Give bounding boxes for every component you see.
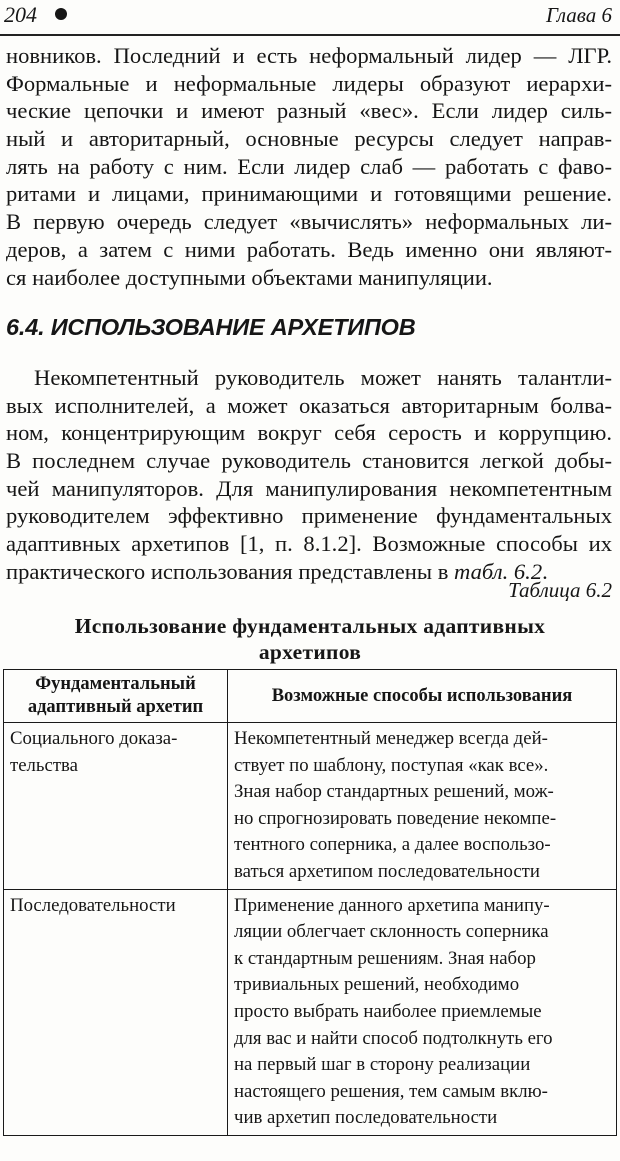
archetype-cell	[4, 889, 228, 1135]
header-rule	[0, 34, 620, 36]
cell-line: просто выбрать наиболее приемлемые	[234, 1000, 542, 1022]
table-row	[4, 723, 617, 890]
cell-line: Применение данного архетипа манипу-	[234, 894, 550, 916]
cell-line: ваться архетипом последовательности	[234, 860, 540, 882]
table-title-line: Использование фундаментальных адаптивных	[74, 614, 546, 638]
chapter-label: Глава 6	[546, 3, 612, 27]
cell-line: настоящего решения, тем самым вклю-	[234, 1080, 548, 1102]
cell-line: чив архетип последовательности	[234, 1107, 498, 1129]
cell-line: Последовательности	[10, 894, 176, 916]
text-line: ческие цепочки и имеют разный «вес». Если лидер силь-	[6, 98, 612, 124]
cell-line: тельства	[10, 754, 78, 776]
text-line: чей манипуляторов. Для манипулирования некомпетентным	[6, 475, 612, 501]
text-line: новников. Последний и есть неформальный лидер — ЛГР.	[6, 43, 612, 68]
section-heading: 6.4. ИСПОЛЬЗОВАНИЕ АРХЕТИПОВ	[6, 314, 416, 340]
text-line: ся наиболее доступными объектами манипуляции.	[6, 264, 493, 290]
text-line: Формальные и неформальные лидеры образуют иерархи-	[6, 70, 612, 96]
table-row	[4, 889, 617, 1135]
cell-line: ствует по шаблону, поступая «как все».	[234, 754, 549, 776]
text-line: ный и авторитарный, основные ресурсы следует направ-	[6, 126, 612, 152]
text-line: вых исполнителей, а может оказаться авторитарным болва-	[6, 392, 612, 418]
table-header-row	[4, 670, 617, 723]
cell-line: ляции облегчает склонность соперника	[234, 921, 549, 943]
text-line: ритами и лицами, принимающими и готовящими решение.	[6, 181, 612, 207]
text-line: лять на работу с ним. Если лидер слаб — работать с фаво-	[6, 153, 612, 179]
header-line: адаптивный архетип	[27, 697, 204, 717]
header-line: Фундаментальный	[35, 674, 196, 694]
bullet-icon	[55, 8, 67, 20]
table-title-line: архетипов	[258, 640, 362, 664]
cell-line: на первый шаг в сторону реализации	[234, 1054, 531, 1076]
table-title	[0, 613, 620, 665]
text-line: руководителем эффективно применение фундаментальных	[6, 503, 612, 529]
text-span: .	[542, 558, 548, 584]
text-line: ном, концентрирующим вокруг себя серость и коррупцию.	[6, 420, 612, 446]
table-reference: табл. 6.2	[454, 558, 543, 584]
page-number: 204	[4, 2, 37, 27]
cell-line: к стандартным решениям. Зная набор	[234, 947, 536, 969]
cell-line: для вас и найти способ подтолкнуть его	[234, 1027, 553, 1049]
cell-line: тентного соперника, а далее воспользо-	[234, 834, 551, 856]
text-line: Некомпетентный руководитель может нанять талантли-	[34, 365, 612, 390]
header-archetype	[4, 670, 228, 723]
cell-line: тривиальных решений, необходимо	[234, 974, 520, 996]
page-header	[0, 0, 620, 34]
header-usage: Возможные способы использования	[228, 670, 617, 723]
cell-line: Зная набор стандартных решений, мож-	[234, 781, 554, 803]
text-line: В последнем случае руководитель становится легкой добы-	[6, 448, 612, 474]
table-label: Таблица 6.2	[508, 578, 612, 602]
body-paragraph	[6, 364, 612, 586]
usage-cell	[228, 889, 617, 1135]
cell-line: но спрогнозировать поведение некомпе-	[234, 807, 557, 829]
text-line: В первую очередь следует «вычислять» неформальных ли-	[6, 209, 612, 235]
archetype-cell	[4, 723, 228, 890]
archetypes-table	[3, 669, 617, 1136]
cell-line: Некомпетентный менеджер всегда дей-	[234, 728, 548, 749]
usage-cell	[228, 723, 617, 890]
intro-paragraph	[6, 42, 612, 291]
cell-line: Социального доказа-	[10, 728, 178, 749]
text-line: деров, а затем с ними работать. Ведь именно они являют-	[6, 236, 612, 262]
text-span: практического использования представлены в	[6, 558, 455, 584]
text-line: адаптивных архетипов [1, п. 8.1.2]. Возможные способы их	[6, 531, 612, 557]
